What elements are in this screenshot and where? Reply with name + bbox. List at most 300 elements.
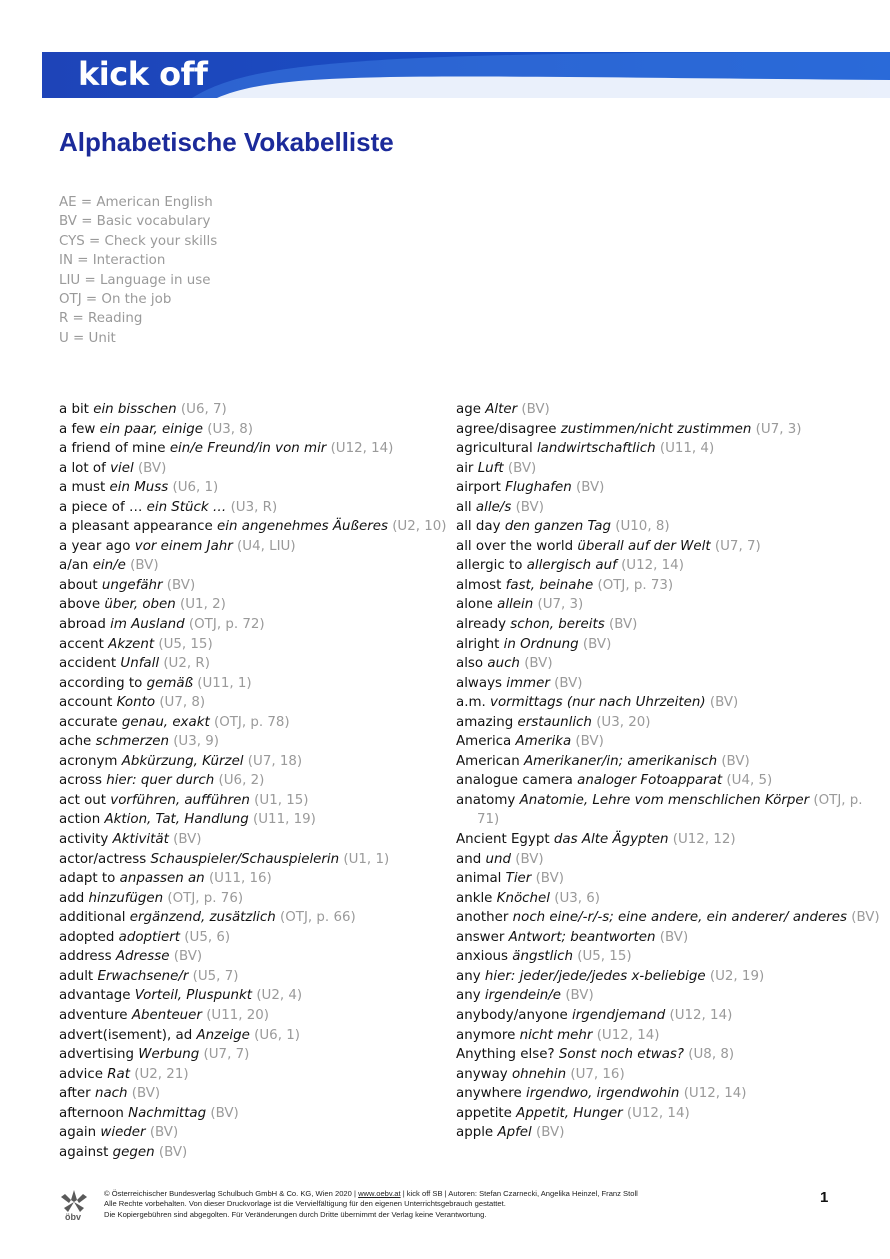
english-term: air [456,460,474,476]
english-term: animal [456,871,502,887]
unit-reference: (U5, 15) [158,636,213,652]
english-term: across [59,773,102,789]
unit-reference: (U7, 8) [159,695,206,711]
english-term: airport [456,480,501,496]
vocab-entry [456,478,886,498]
unit-reference: (BV) [210,1105,239,1121]
abbreviation-item: R = Reading [59,311,143,327]
english-term: already [456,617,507,633]
vocab-entry [456,771,886,791]
english-term: all [456,499,472,515]
unit-reference: (BV) [721,753,750,769]
unit-reference: (BV) [515,499,544,515]
unit-reference: (BV) [851,910,880,926]
unit-reference: (U4, LIU) [237,538,296,554]
vocab-entry [456,1104,886,1124]
vocab-entry [59,810,439,830]
german-translation: nicht mehr [519,1027,593,1043]
english-term: add [59,890,85,906]
german-translation: Rat [107,1066,130,1082]
german-translation: Abenteuer [131,1007,202,1023]
unit-reference: (U11, 1) [197,675,252,691]
english-term: alright [456,636,500,652]
unit-reference: (U4, 5) [726,773,773,789]
unit-reference: (BV) [158,1144,188,1160]
vocab-entry [59,1065,439,1085]
german-translation: Werbung [138,1047,200,1063]
vocab-entry [59,1026,439,1046]
vocab-entry [456,752,886,772]
english-term: anyway [456,1066,508,1082]
vocab-entry [59,615,439,635]
unit-reference: (U6, 1) [254,1027,300,1043]
english-term: a year ago [59,538,131,554]
vocab-entry [456,400,886,420]
vocab-entry [59,459,439,479]
vocab-entry [456,635,886,655]
english-term: advert(isement), ad [59,1027,193,1043]
unit-reference: (BV) [575,734,604,750]
german-translation: Erwachsene/r [97,968,189,984]
unit-reference: (U11, 4) [659,441,715,457]
unit-reference: (U11, 20) [206,1007,270,1023]
vocab-column-right [456,400,886,1143]
german-translation: Aktion, Tat, Handlung [104,812,249,828]
publisher-link[interactable]: www.oebv.at [358,1189,401,1198]
german-translation: ein bisschen [93,402,177,417]
unit-reference: (BV) [137,460,167,476]
unit-reference: (BV) [507,460,537,476]
german-translation: Apfel [497,1125,532,1141]
fees-text: Die Kopiergebühren sind abgegolten. Für Veränderungen durch Dritte übernimmt der Verlag keine Verantwortung. [104,1209,487,1219]
english-term: age [456,402,481,417]
vocab-entry [456,967,886,987]
vocab-entry [456,850,886,870]
unit-reference: (U7, 7) [203,1047,250,1063]
vocab-entry [456,439,886,459]
english-term: another [456,910,509,926]
page-number: 1 [820,1189,829,1206]
unit-reference: (BV) [535,871,564,887]
unit-reference: (U7, 3) [537,597,584,613]
vocab-entry [59,1123,439,1143]
german-translation: adoptiert [118,929,181,945]
unit-reference: (U3, 20) [596,714,651,730]
english-term: allergic to [456,558,523,574]
english-term: accent [59,636,104,652]
german-translation: anpassen an [119,871,205,887]
english-term: actor/actress [59,851,147,867]
vocab-entry [59,1143,439,1163]
english-term: activity [59,832,109,848]
unit-reference: (BV) [565,988,594,1004]
german-translation: Aktivität [112,832,169,848]
unit-reference: (U8, 8) [688,1047,735,1063]
vocab-entry [456,420,886,440]
german-translation: irgendjemand [572,1007,666,1023]
german-translation: noch eine/-r/-s; eine andere, ein anderer/ anderes [512,910,847,926]
unit-reference: (U6, 2) [218,773,265,789]
german-translation: Amerikaner/in; amerikanisch [524,753,718,769]
german-translation: hinzufügen [88,890,164,906]
german-translation: gemäß [146,675,194,691]
unit-reference: (OTJ, p. 72) [188,617,265,633]
vocab-entry [456,830,886,850]
english-term: advertising [59,1047,135,1063]
vocab-entry [456,517,886,537]
abbreviation-legend [59,193,217,348]
unit-reference: (U3, 6) [554,890,601,906]
unit-reference: (U12, 14) [330,441,394,457]
vocab-entry [59,595,439,615]
german-translation: den ganzen Tag [504,519,611,535]
german-translation: und [485,851,511,867]
vocab-entry [59,713,439,733]
vocab-entry [59,400,439,420]
copyright-text: © Österreichischer Bundesverlag Schulbuch GmbH & Co. KG, Wien 2020 [104,1189,352,1198]
english-term: all over the world [456,538,574,554]
vocab-entry [456,459,886,479]
german-translation: über, oben [104,597,176,613]
unit-reference: (U1, 1) [343,851,390,867]
english-term: appetite [456,1105,512,1121]
abbreviation-item: LIU = Language in use [59,272,211,288]
german-translation: vormittags (nur nach Uhrzeiten) [490,695,706,711]
german-translation: nach [94,1086,128,1102]
english-term: accurate [59,714,118,730]
unit-reference: (U11, 19) [253,812,316,828]
vocab-entry [59,693,439,713]
vocab-entry [59,1104,439,1124]
svg-text:öbv: öbv [65,1212,82,1222]
english-term: according to [59,675,143,691]
german-translation: Luft [477,460,504,476]
german-translation: ein/e Freund/in von mir [169,441,327,457]
unit-reference: (U2, 10) [392,519,447,535]
vocab-entry [456,498,886,518]
english-term: against [59,1144,109,1160]
vocab-entry [59,869,439,889]
english-term: always [456,675,502,691]
vocab-entry [456,1006,886,1026]
english-term: anywhere [456,1086,522,1102]
german-translation: ein paar, einige [99,421,203,437]
english-term: accident [59,656,117,672]
german-translation: ungefähr [101,577,163,593]
english-term: and [456,851,482,867]
vocab-entry [59,850,439,870]
german-translation: analoger Fotoapparat [577,773,723,789]
english-term: America [456,734,512,750]
vocab-entry [59,420,439,440]
english-term: advice [59,1066,103,1082]
unit-reference: (U1, 2) [180,597,226,613]
unit-reference: (U3, R) [230,499,278,515]
english-term: analogue camera [456,773,573,789]
german-translation: das Alte Ägypten [553,832,669,848]
german-translation: ängstlich [512,949,573,965]
english-term: American [456,753,520,769]
english-term: a.m. [456,695,486,711]
vocab-entry [456,615,886,635]
vocab-entry [59,928,439,948]
german-translation: Vorteil, Pluspunkt [134,988,253,1004]
english-term: adapt to [59,871,116,887]
english-term: ache [59,734,92,750]
unit-reference: (BV) [130,558,159,574]
abbreviation-item: AE = American English [59,195,213,210]
unit-reference: (BV) [536,1125,565,1141]
unit-reference: (U12, 14) [626,1105,690,1121]
english-term: a/an [59,558,89,574]
german-translation: Nachmittag [128,1105,207,1121]
unit-reference: (U2, 4) [256,988,303,1004]
unit-reference: (BV) [149,1125,179,1141]
unit-reference: (U5, 6) [184,929,231,945]
unit-reference: (OTJ, p. 78) [213,714,290,730]
english-term: agree/disagree [456,421,557,437]
vocab-entry [59,439,439,459]
unit-reference: (OTJ, p. 66) [280,910,356,926]
english-term: abroad [59,617,106,633]
english-term: acronym [59,753,118,769]
unit-reference: (U12, 14) [669,1007,733,1023]
vocab-entry [456,1084,886,1104]
vocab-entry [456,986,886,1006]
footer-copyright: © Österreichischer Bundesverlag Schulbuch GmbH & Co. KG, Wien 2020 | www.oebv.at | kick off SB | Autoren: Stefan Czarnecki, Angelika Heinzel, Franz Stoll Alle Rechte vorbehalten. Von dieser Druckvorlage ist die Vervielfältigung für den eigenen Unterrichtsgebrauch gestattet. Die Kopiergebühren sind abgegolten. Für Veränderungen durch Dritte übernimmt der Verlag keine Verantwortung. [104,1189,638,1219]
vocab-entry [456,693,886,713]
unit-reference: (BV) [659,929,689,945]
german-translation: irgendein/e [484,988,562,1004]
unit-reference: (U5, 15) [577,949,632,965]
vocab-entry [59,1084,439,1104]
unit-reference: (BV) [166,577,196,593]
english-term: any [456,968,481,984]
english-term: advantage [59,988,131,1004]
german-translation: Amerika [515,734,572,750]
german-translation: viel [110,460,134,476]
german-translation: Appetit, Hunger [516,1105,623,1121]
english-term: above [59,597,101,613]
vocab-entry [456,1065,886,1085]
unit-reference: (OTJ, p. 71) [477,792,863,828]
german-translation: allergisch auf [526,558,617,574]
german-translation: erstaunlich [517,714,592,730]
unit-reference: (U11, 16) [208,871,272,887]
abbreviation-item: U = Unit [59,330,116,346]
english-term: act out [59,792,107,808]
english-term: anatomy [456,792,516,808]
vocab-entry [59,752,439,772]
vocab-entry [59,478,439,498]
vocab-entry [59,1045,439,1065]
german-translation: immer [506,675,550,691]
english-term: anymore [456,1027,516,1043]
vocab-entry [59,1006,439,1026]
unit-reference: (U2, 21) [134,1066,189,1082]
english-term: address [59,949,112,965]
vocab-entry [456,576,886,596]
english-term: agricultural [456,441,533,457]
unit-reference: (BV) [709,695,739,711]
vocab-entry [59,576,439,596]
brand-logo: kick off [78,55,208,93]
english-term: a must [59,480,106,496]
german-translation: Konto [116,695,156,711]
unit-reference: (U12, 14) [596,1027,660,1043]
vocab-entry [456,928,886,948]
unit-reference: (U7, 7) [714,538,761,554]
unit-reference: (BV) [582,636,612,652]
german-translation: überall auf der Welt [577,538,711,554]
unit-reference: (U1, 15) [254,792,309,808]
unit-reference: (BV) [521,402,550,417]
german-translation: Akzent [108,636,155,652]
unit-reference: (BV) [131,1086,161,1102]
english-term: answer [456,929,505,945]
vocab-entry [456,674,886,694]
english-term: anybody/anyone [456,1007,568,1023]
german-translation: Tier [505,871,532,887]
german-translation: landwirtschaftlich [536,441,656,457]
german-translation: Schauspieler/Schauspielerin [150,851,340,867]
vocab-entry [59,889,439,909]
german-translation: schmerzen [95,734,169,750]
unit-reference: (U7, 3) [755,421,802,437]
abbreviation-item: OTJ = On the job [59,292,172,308]
english-term: about [59,577,98,593]
unit-reference: (U10, 8) [615,519,670,535]
english-term: adventure [59,1007,128,1023]
german-translation: wieder [100,1125,146,1141]
german-translation: hier: quer durch [106,773,215,789]
german-translation: Alter [485,402,518,417]
unit-reference: (U6, 7) [180,402,227,417]
unit-reference: (U3, 9) [173,734,220,750]
german-translation: ein Stück … [146,499,227,515]
english-term: all day [456,519,501,535]
german-translation: im Ausland [110,617,185,633]
abbreviation-item: IN = Interaction [59,253,166,269]
german-translation: Abkürzung, Kürzel [121,753,244,769]
english-term: action [59,812,101,828]
german-translation: Sonst noch etwas? [558,1047,685,1063]
unit-reference: (BV) [554,675,583,691]
english-term: adopted [59,929,115,945]
english-term: apple [456,1125,494,1141]
unit-reference: (U6, 1) [172,480,219,496]
vocab-entry [456,654,886,674]
german-translation: ohnehin [511,1066,567,1082]
german-translation: genau, exakt [121,714,210,730]
german-translation: Anatomie, Lehre vom menschlichen Körper [519,792,810,808]
unit-reference: (U2, 19) [709,968,765,984]
german-translation: ein/e [92,558,126,574]
german-translation: Antwort; beantworten [508,929,656,945]
vocab-entry [59,908,439,928]
vocab-entry [456,556,886,576]
unit-reference: (U12, 14) [621,558,684,574]
german-translation: ein Muss [109,480,169,496]
german-translation: auch [487,656,520,672]
vocab-entry [59,517,447,537]
english-term: also [456,656,484,672]
rights-text: Alle Rechte vorbehalten. Von dieser Druckvorlage ist die Vervielfältigung für den eigenen Unterrichtsgebrauch gestattet. [104,1199,506,1209]
vocab-entry [59,947,439,967]
german-translation: fast, beinahe [505,577,594,593]
vocab-entry [59,771,439,791]
vocab-entry [59,791,439,811]
vocab-entry [456,1123,886,1143]
vocab-entry [456,908,886,928]
abbreviation-item: BV = Basic vocabulary [59,214,211,230]
english-term: afternoon [59,1105,124,1121]
german-translation: zustimmen/nicht zustimmen [560,421,752,437]
unit-reference: (BV) [575,480,605,496]
unit-reference: (U5, 7) [192,968,239,984]
unit-reference: (BV) [515,851,544,867]
german-translation: vorführen, aufführen [110,792,250,808]
german-translation: gegen [112,1144,155,1160]
unit-reference: (BV) [173,832,202,848]
abbreviation-item: CYS = Check your skills [59,233,218,249]
german-translation: Adresse [115,949,170,965]
german-translation: Flughafen [505,480,572,496]
vocab-entry [59,498,439,518]
vocab-entry [59,967,439,987]
vocab-entry [456,947,886,967]
english-term: anxious [456,949,508,965]
german-translation: Knöchel [496,890,550,906]
oebv-logo-icon [58,1188,90,1222]
english-term: a pleasant appearance [59,519,213,535]
vocab-entry [456,713,886,733]
unit-reference: (BV) [173,949,203,965]
unit-reference: (U7, 16) [570,1066,625,1082]
german-translation: hier: jeder/jede/jedes x-beliebige [484,968,706,984]
unit-reference: (OTJ, p. 76) [167,890,244,906]
unit-reference: (BV) [609,617,638,633]
unit-reference: (U7, 18) [247,753,303,769]
german-translation: Unfall [120,656,160,672]
german-translation: ein angenehmes Äußeres [217,519,388,535]
vocab-entry [456,889,886,909]
vocab-entry [456,732,886,752]
german-translation: Anzeige [196,1027,250,1043]
vocab-entry [59,674,439,694]
authors-text: Autoren: Stefan Czarnecki, Angelika Heinzel, Franz Stoll [448,1189,638,1198]
english-term: a bit [59,402,89,417]
unit-reference: (U3, 8) [207,421,254,437]
vocab-entry [456,869,886,889]
german-translation: ergänzend, zusätzlich [129,910,276,926]
english-term: a piece of … [59,499,143,515]
german-translation: irgendwo, irgendwohin [526,1086,680,1102]
english-term: a few [59,421,96,437]
unit-reference: (U12, 14) [683,1086,747,1102]
english-term: almost [456,577,502,593]
german-translation: in Ordnung [503,636,579,652]
english-term: a lot of [59,460,106,476]
german-translation: allein [497,597,534,613]
vocab-entry [59,830,439,850]
vocab-entry [59,635,439,655]
english-term: adult [59,968,94,984]
german-translation: schon, bereits [510,617,605,633]
page-title: Alphabetische Vokabelliste [59,127,394,157]
english-term: amazing [456,714,514,730]
german-translation: alle/s [475,499,512,515]
